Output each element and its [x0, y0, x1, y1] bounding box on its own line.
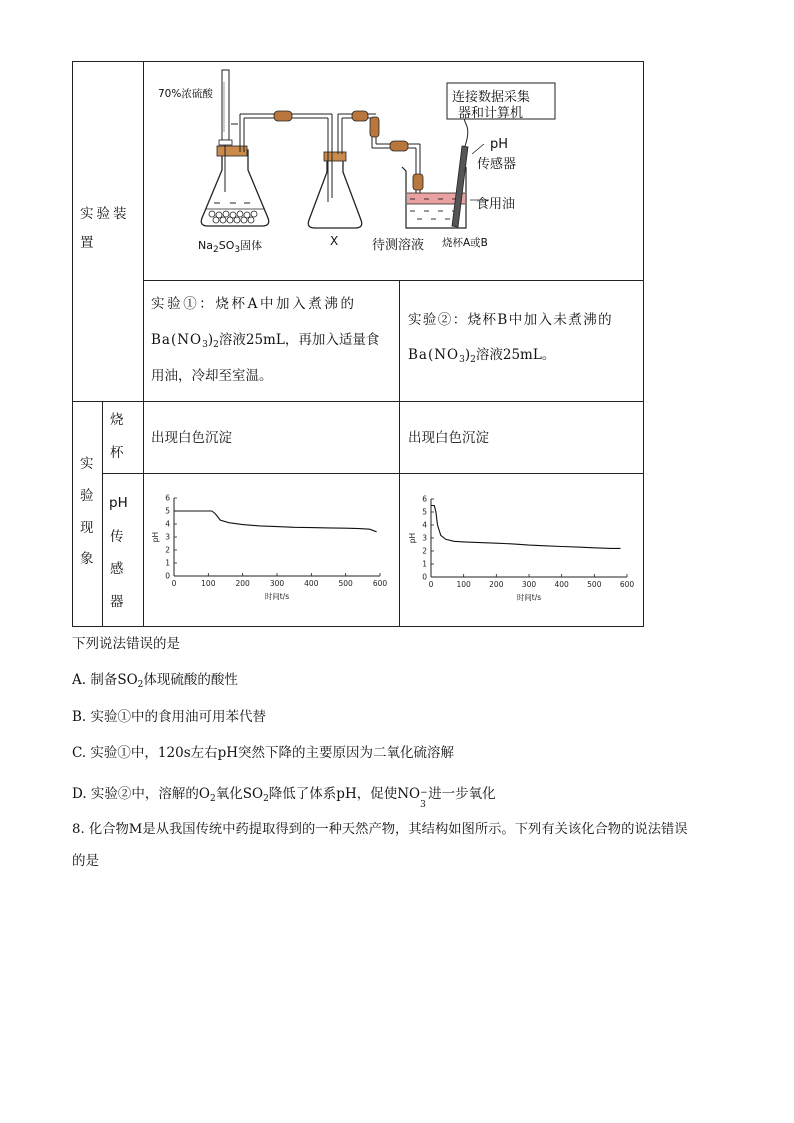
x-tick-label: 600 [372, 579, 388, 588]
solid-label-so: SO [218, 239, 235, 252]
exp1-formula-pre: Ba(NO [151, 332, 203, 348]
option-d [72, 786, 496, 810]
exp2-formula-sub2: 2 [470, 355, 476, 365]
apparatus-header-line2: 置 [80, 235, 94, 251]
y-tick-label: 0 [165, 571, 170, 581]
row-divider-1 [143, 280, 644, 281]
ph-curve [174, 511, 377, 532]
beaker-row-label-1: 烧 [110, 412, 124, 428]
observation-header-char-3: 现 [80, 520, 94, 536]
y-tick-label: 6 [422, 494, 427, 504]
exp1-line2 [151, 334, 379, 350]
y-tick-label: 1 [422, 559, 427, 569]
solid-label-na: Na [198, 239, 213, 252]
y-tick-label: 3 [165, 532, 170, 542]
ph-sensor-label: 传感器 [477, 157, 517, 172]
flask-x-label: X [330, 234, 339, 248]
col-divider-mid [399, 280, 400, 627]
observation-header-char-2: 验 [80, 488, 94, 504]
question-8-line1: 8. 化合物M是从我国传统中药提取得到的一种天然产物，其结构如图所示。下列有关该化合物的说法错误 [72, 822, 688, 837]
exp2-formula-post: ) [464, 347, 471, 363]
acid-label: 70%浓硫酸 [158, 88, 213, 100]
apparatus-header-line1: 实验装 [80, 206, 130, 222]
observation-header-char-4: 象 [80, 551, 94, 567]
y-axis-label: pH [151, 531, 160, 543]
solution-label: 待测溶液 [372, 238, 425, 253]
x-axis-label: 时间t/s [516, 593, 542, 602]
x-tick-label: 400 [304, 579, 319, 588]
x-axis-label: 时间t/s [264, 592, 290, 601]
x-tick-label: 0 [171, 579, 177, 588]
sensor-row-label-1: 传 [110, 529, 124, 545]
option-a-pre: A. 制备SO [72, 672, 138, 688]
y-tick-label: 5 [422, 507, 427, 517]
option-d-s2: 2 [263, 794, 269, 804]
table-border-bottom [72, 626, 644, 627]
x-tick-label: 500 [587, 580, 602, 589]
option-a-sub: 2 [137, 680, 144, 690]
question-stem: 下列说法错误的是 [72, 636, 180, 652]
y-tick-label: 0 [422, 572, 427, 582]
x-tick-label: 300 [521, 580, 537, 589]
oil-label: 食用油 [476, 197, 516, 212]
ph-chart-experiment-1 [146, 490, 396, 610]
reaction-flask [201, 70, 332, 226]
exp2-line2-tail: 溶液25mL。 [475, 347, 556, 363]
x-tick-label: 500 [338, 579, 353, 588]
option-d-sub3: 3 [420, 800, 426, 810]
option-d-p4: 进一步氧化 [428, 786, 496, 802]
data-collector-label-line2: 器和计算机 [458, 106, 524, 121]
row-divider-3 [102, 473, 644, 474]
beaker-row-label-2: 杯 [110, 445, 124, 461]
solid-label-sub3: 3 [234, 245, 241, 255]
y-tick-label: 4 [422, 520, 427, 530]
sensor-row-label-3: 器 [110, 594, 124, 610]
exp2-formula-sub: 3 [459, 355, 465, 365]
observation-beaker-a: 出现白色沉淀 [151, 430, 232, 446]
table-border-left [72, 61, 73, 627]
option-d-p2: 氧化SO [215, 786, 264, 802]
sensor-row-label-ph: pH [109, 495, 128, 511]
exp1-formula-sub2: 2 [213, 340, 219, 350]
option-d-p3: 降低了体系pH，促使NO [268, 786, 421, 802]
y-tick-label: 4 [165, 519, 170, 529]
y-tick-label: 2 [165, 545, 170, 555]
ph-sensor-label-ph: pH [490, 137, 509, 152]
option-a-post: 体现硫酸的酸性 [143, 672, 238, 688]
beaker-label: 烧杯A或B [442, 237, 488, 249]
option-a [72, 672, 238, 691]
col-divider-sub [102, 401, 103, 627]
exp1-formula-post: ) [207, 332, 214, 348]
y-tick-label: 3 [422, 533, 427, 543]
table-border-right [643, 61, 644, 627]
exp2-formula-pre: Ba(NO [408, 347, 460, 363]
x-tick-label: 600 [619, 580, 635, 589]
exp2-line1: 实验②：烧杯B中加入未煮沸的 [408, 312, 614, 328]
data-collector-label-line1: 连接数据采集 [452, 90, 531, 105]
x-tick-label: 100 [456, 580, 471, 589]
x-tick-label: 400 [554, 580, 569, 589]
exp1-line2-tail: 溶液25mL，再加入适量食 [218, 332, 380, 348]
y-axis-label: pH [408, 532, 417, 544]
y-tick-label: 5 [165, 506, 170, 516]
sensor-row-label-2: 感 [110, 561, 124, 577]
x-tick-label: 300 [269, 579, 285, 588]
flask-x [308, 114, 372, 228]
option-d-sup3: − [420, 788, 428, 798]
observation-header-char-1: 实 [80, 456, 94, 472]
option-d-s1: 2 [210, 794, 216, 804]
y-tick-label: 6 [165, 493, 170, 503]
option-c: C. 实验①中，120s左右pH突然下降的主要原因为二氧化硫溶解 [72, 745, 455, 761]
solid-label-tail: 固体 [240, 239, 263, 252]
exp1-line3: 用油，冷却至室温。 [151, 368, 273, 384]
solid-label [198, 237, 262, 255]
exp1-line1: 实验①：烧杯A中加入煮沸的 [151, 296, 357, 312]
option-b: B. 实验①中的食用油可用苯代替 [72, 709, 267, 725]
observation-beaker-b: 出现白色沉淀 [408, 430, 489, 446]
solid-label-sub2: 2 [212, 245, 219, 255]
x-tick-label: 0 [428, 580, 434, 589]
x-tick-label: 100 [201, 579, 216, 588]
x-tick-label: 200 [489, 580, 504, 589]
question-8-line2: 的是 [72, 853, 99, 869]
exp1-formula-sub: 3 [202, 340, 208, 350]
y-tick-label: 1 [165, 558, 170, 568]
x-tick-label: 200 [235, 579, 250, 588]
ph-curve [431, 506, 621, 549]
exp2-line2 [408, 349, 555, 365]
option-d-p1: D. 实验②中，溶解的O [72, 786, 210, 802]
row-divider-2 [72, 401, 644, 402]
ph-chart-experiment-2 [403, 493, 641, 611]
y-tick-label: 2 [422, 546, 427, 556]
